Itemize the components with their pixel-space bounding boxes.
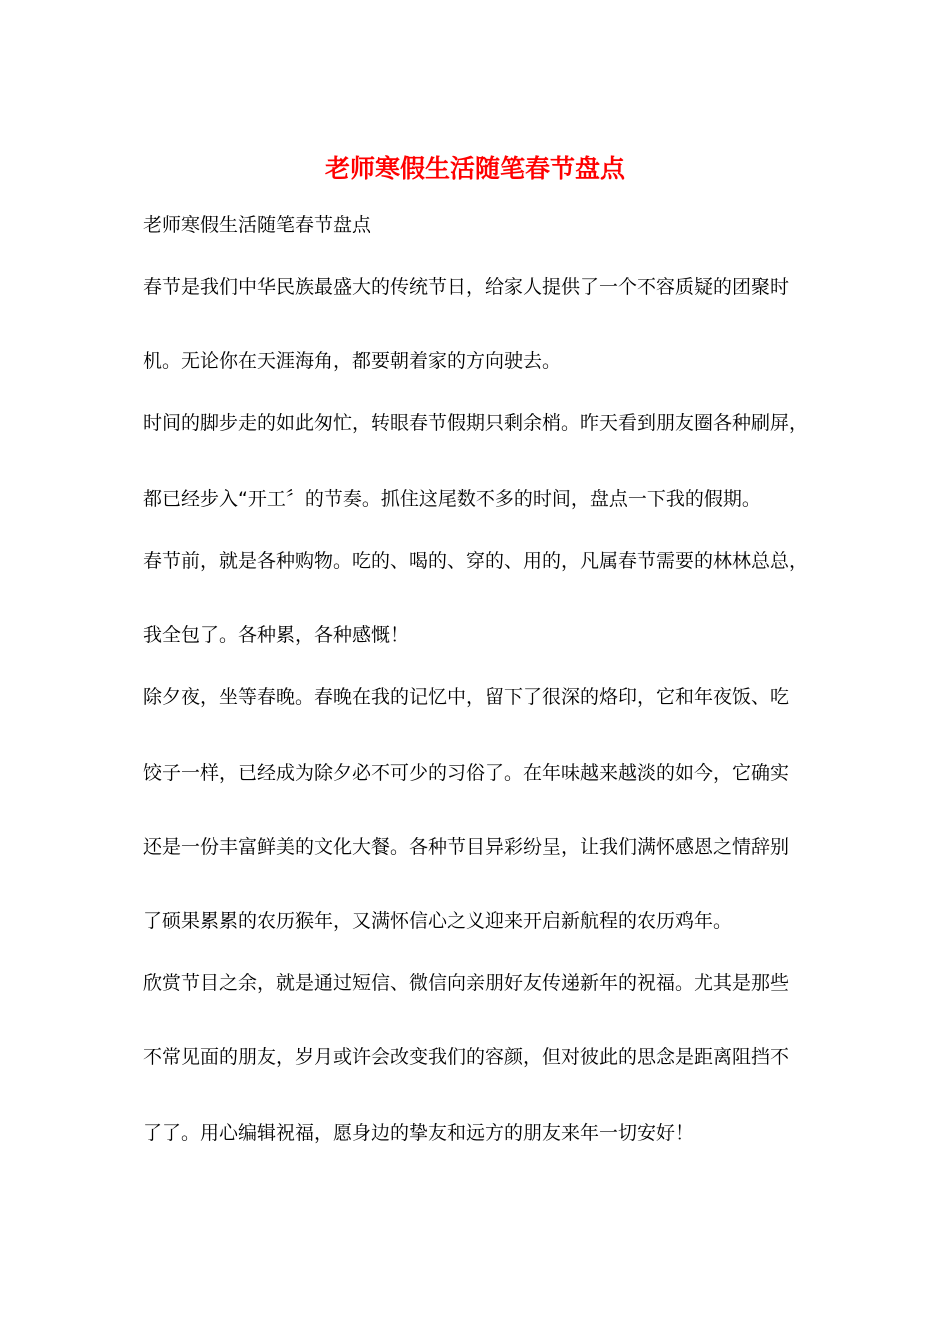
- document-subtitle: 老师寒假生活随笔春节盘点: [143, 214, 372, 236]
- paragraph-line: 了了。用心编辑祝福，愿身边的挚友和远方的朋友来年一切安好！: [143, 1122, 695, 1144]
- paragraph-line: 了硕果累累的农历猴年，又满怀信心之义迎来开启新航程的农历鸡年。: [143, 910, 733, 932]
- paragraph-line: 机。无论你在天涯海角，都要朝着家的方向驶去。: [143, 350, 562, 372]
- paragraph-line: 欣赏节目之余，就是通过短信、微信向亲朋好友传递新年的祝福。尤其是那些: [143, 972, 790, 994]
- paragraph-line: 还是一份丰富鲜美的文化大餐。各种节目异彩纷呈，让我们满怀感恩之情辞别: [143, 836, 790, 858]
- paragraph-line: 除夕夜，坐等春晚。春晚在我的记忆中，留下了很深的烙印，它和年夜饭、吃: [143, 686, 790, 708]
- paragraph-line: 春节是我们中华民族最盛大的传统节日，给家人提供了一个不容质疑的团聚时: [143, 276, 790, 298]
- paragraph-line: 春节前，就是各种购物。吃的、喝的、穿的、用的，凡属春节需要的林林总总，: [143, 550, 809, 572]
- paragraph-line: 都已经步入“开工〞的节奏。抓住这尾数不多的时间，盘点一下我的假期。: [143, 488, 761, 510]
- document-title: 老师寒假生活随笔春节盘点: [324, 154, 625, 183]
- paragraph-line: 饺子一样，已经成为除夕必不可少的习俗了。在年味越来越淡的如今，它确实: [143, 762, 790, 784]
- paragraph-line: 我全包了。各种累，各种感慨！: [143, 624, 410, 646]
- paragraph-line: 不常见面的朋友，岁月或许会改变我们的容颜，但对彼此的思念是距离阻挡不: [143, 1046, 790, 1068]
- paragraph-line: 时间的脚步走的如此匆忙，转眼春节假期只剩余梢。昨天看到朋友圈各种刷屏，: [143, 412, 809, 434]
